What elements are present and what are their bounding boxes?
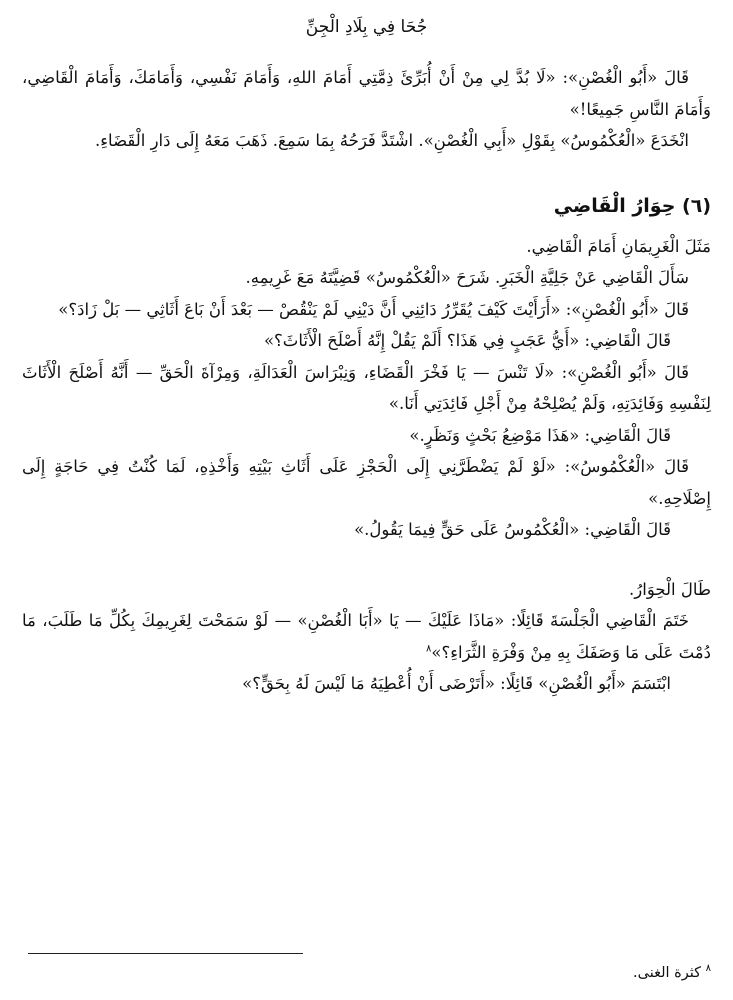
- running-header: جُحَا فِي بِلَادِ الْجِنِّ: [305, 17, 428, 37]
- paragraph: طَالَ الْحِوَارُ.: [629, 579, 711, 599]
- paragraph: قَالَ الْقَاضِي: «هَذَا مَوْضِعُ بَحْثٍ وَنَظَرٍ.»: [409, 425, 671, 445]
- paragraph: مَثَلَ الْغَرِيمَانِ أَمَامَ الْقَاضِي.: [526, 236, 711, 256]
- footnote-mark: ٨: [705, 963, 711, 975]
- paragraph: [22, 605, 711, 668]
- footnote: [633, 962, 711, 984]
- footnote-reference[interactable]: ٨: [426, 643, 432, 654]
- paragraph: قَالَ الْقَاضِي: «الْعُكْمُوسُ عَلَى حَقٍّ فِيمَا يَقُولُ.»: [354, 520, 671, 539]
- paragraph: قَالَ الْقَاضِي: «أَيُّ عَجَبٍ فِي هَذَا؟ أَلَمْ يَقُلْ إِنَّهُ أَصْلَحَ الْأَثَاثَ؟»: [263, 331, 671, 350]
- paragraph: ابْتَسَمَ «أَبُو الْغُصْنِ» قَائِلًا: «أَتَرْضَى أَنْ أُعْطِيَهُ مَا لَيْسَ لَهُ بِحَقٍّ؟»: [242, 674, 671, 693]
- paragraph: قَالَ «الْعُكْمُوسُ»: «لَوْ لَمْ يَضْطَرَّنِي إِلَى الْحَجْزِ عَلَى أَثَاثِ بَيْتِهِ وَأَخْذِهِ، لَمَا كُنْتُ فِي حَاجَةٍ إِلَى إِصْلَاحِهِ.»: [22, 457, 711, 508]
- paragraph: قَالَ «أَبُو الْغُصْنِ»: «أَرَأَيْتَ كَيْفَ يُقَرِّرُ دَائِنِي أَنَّ دَيْنِي لَمْ يَنْقُصْ — بَعْدَ أَنْ بَاعَ أَثَاثِي — بَلْ زَادَ؟»: [58, 299, 689, 319]
- paragraph: قَالَ «أَبُو الْغُصْنِ»: «لَا بُدَّ لِي مِنْ أَنْ أُبَرِّئَ ذِمَّتِي أَمَامَ اللهِ، وَأَمَامَ نَفْسِي، وَأَمَامَكَ، وَأَمَامَ الْقَاضِي، وَأَمَامَ النَّاسِ جَمِيعًا!»: [22, 68, 711, 119]
- footnote-divider: [28, 953, 303, 954]
- paragraph-text: خَتَمَ الْقَاضِي الْجَلْسَةَ قَائِلًا: «مَاذَا عَلَيْكَ — يَا «أَبَا الْغُصْنِ» — لَوْ سَمَحْتَ لِغَرِيمِكَ بِكُلِّ مَا طَلَبَ، مَا دُمْتَ عَلَى مَا وَصَفَكَ بِهِ مِنْ وَفْرَةِ الثَّرَاءِ؟»: [22, 611, 711, 662]
- paragraph: انْخَدَعَ «الْعُكْمُوسُ» بِقَوْلِ «أَبِي الْغُصْنِ». اشْتَدَّ فَرَحُهُ بِمَا سَمِعَ. ذَهَبَ مَعَهُ إِلَى دَارِ الْقَضَاءِ.: [95, 131, 689, 150]
- body-text: [22, 62, 711, 700]
- paragraph-gap: [22, 546, 711, 574]
- footnote-text: كثرة الغنى.: [633, 965, 702, 981]
- paragraph: قَالَ «أَبُو الْغُصْنِ»: «لَا تَنْسَ — يَا فَخْرَ الْقَضَاءِ، وَنِبْرَاسَ الْعَدَالَةِ، وَمِرْآةَ الْحَقِّ — أَنَّهُ أَصْلَحَ الْأَثَاثَ لِنَفْسِهِ وَفَائِدَتِهِ، وَلَمْ يُصْلِحْهُ مِنْ أَجْلِ فَائِدَتِي أَنَا.»: [22, 362, 711, 413]
- paragraph: سَأَلَ الْقَاضِي عَنْ جَلِيَّةِ الْخَبَرِ. شَرَحَ «الْعُكْمُوسُ» قَضِيَّتَهُ مَعَ غَرِيمِهِ.: [245, 268, 689, 287]
- section-heading: (٦) حِوَارُ الْقَاضِي: [553, 194, 711, 217]
